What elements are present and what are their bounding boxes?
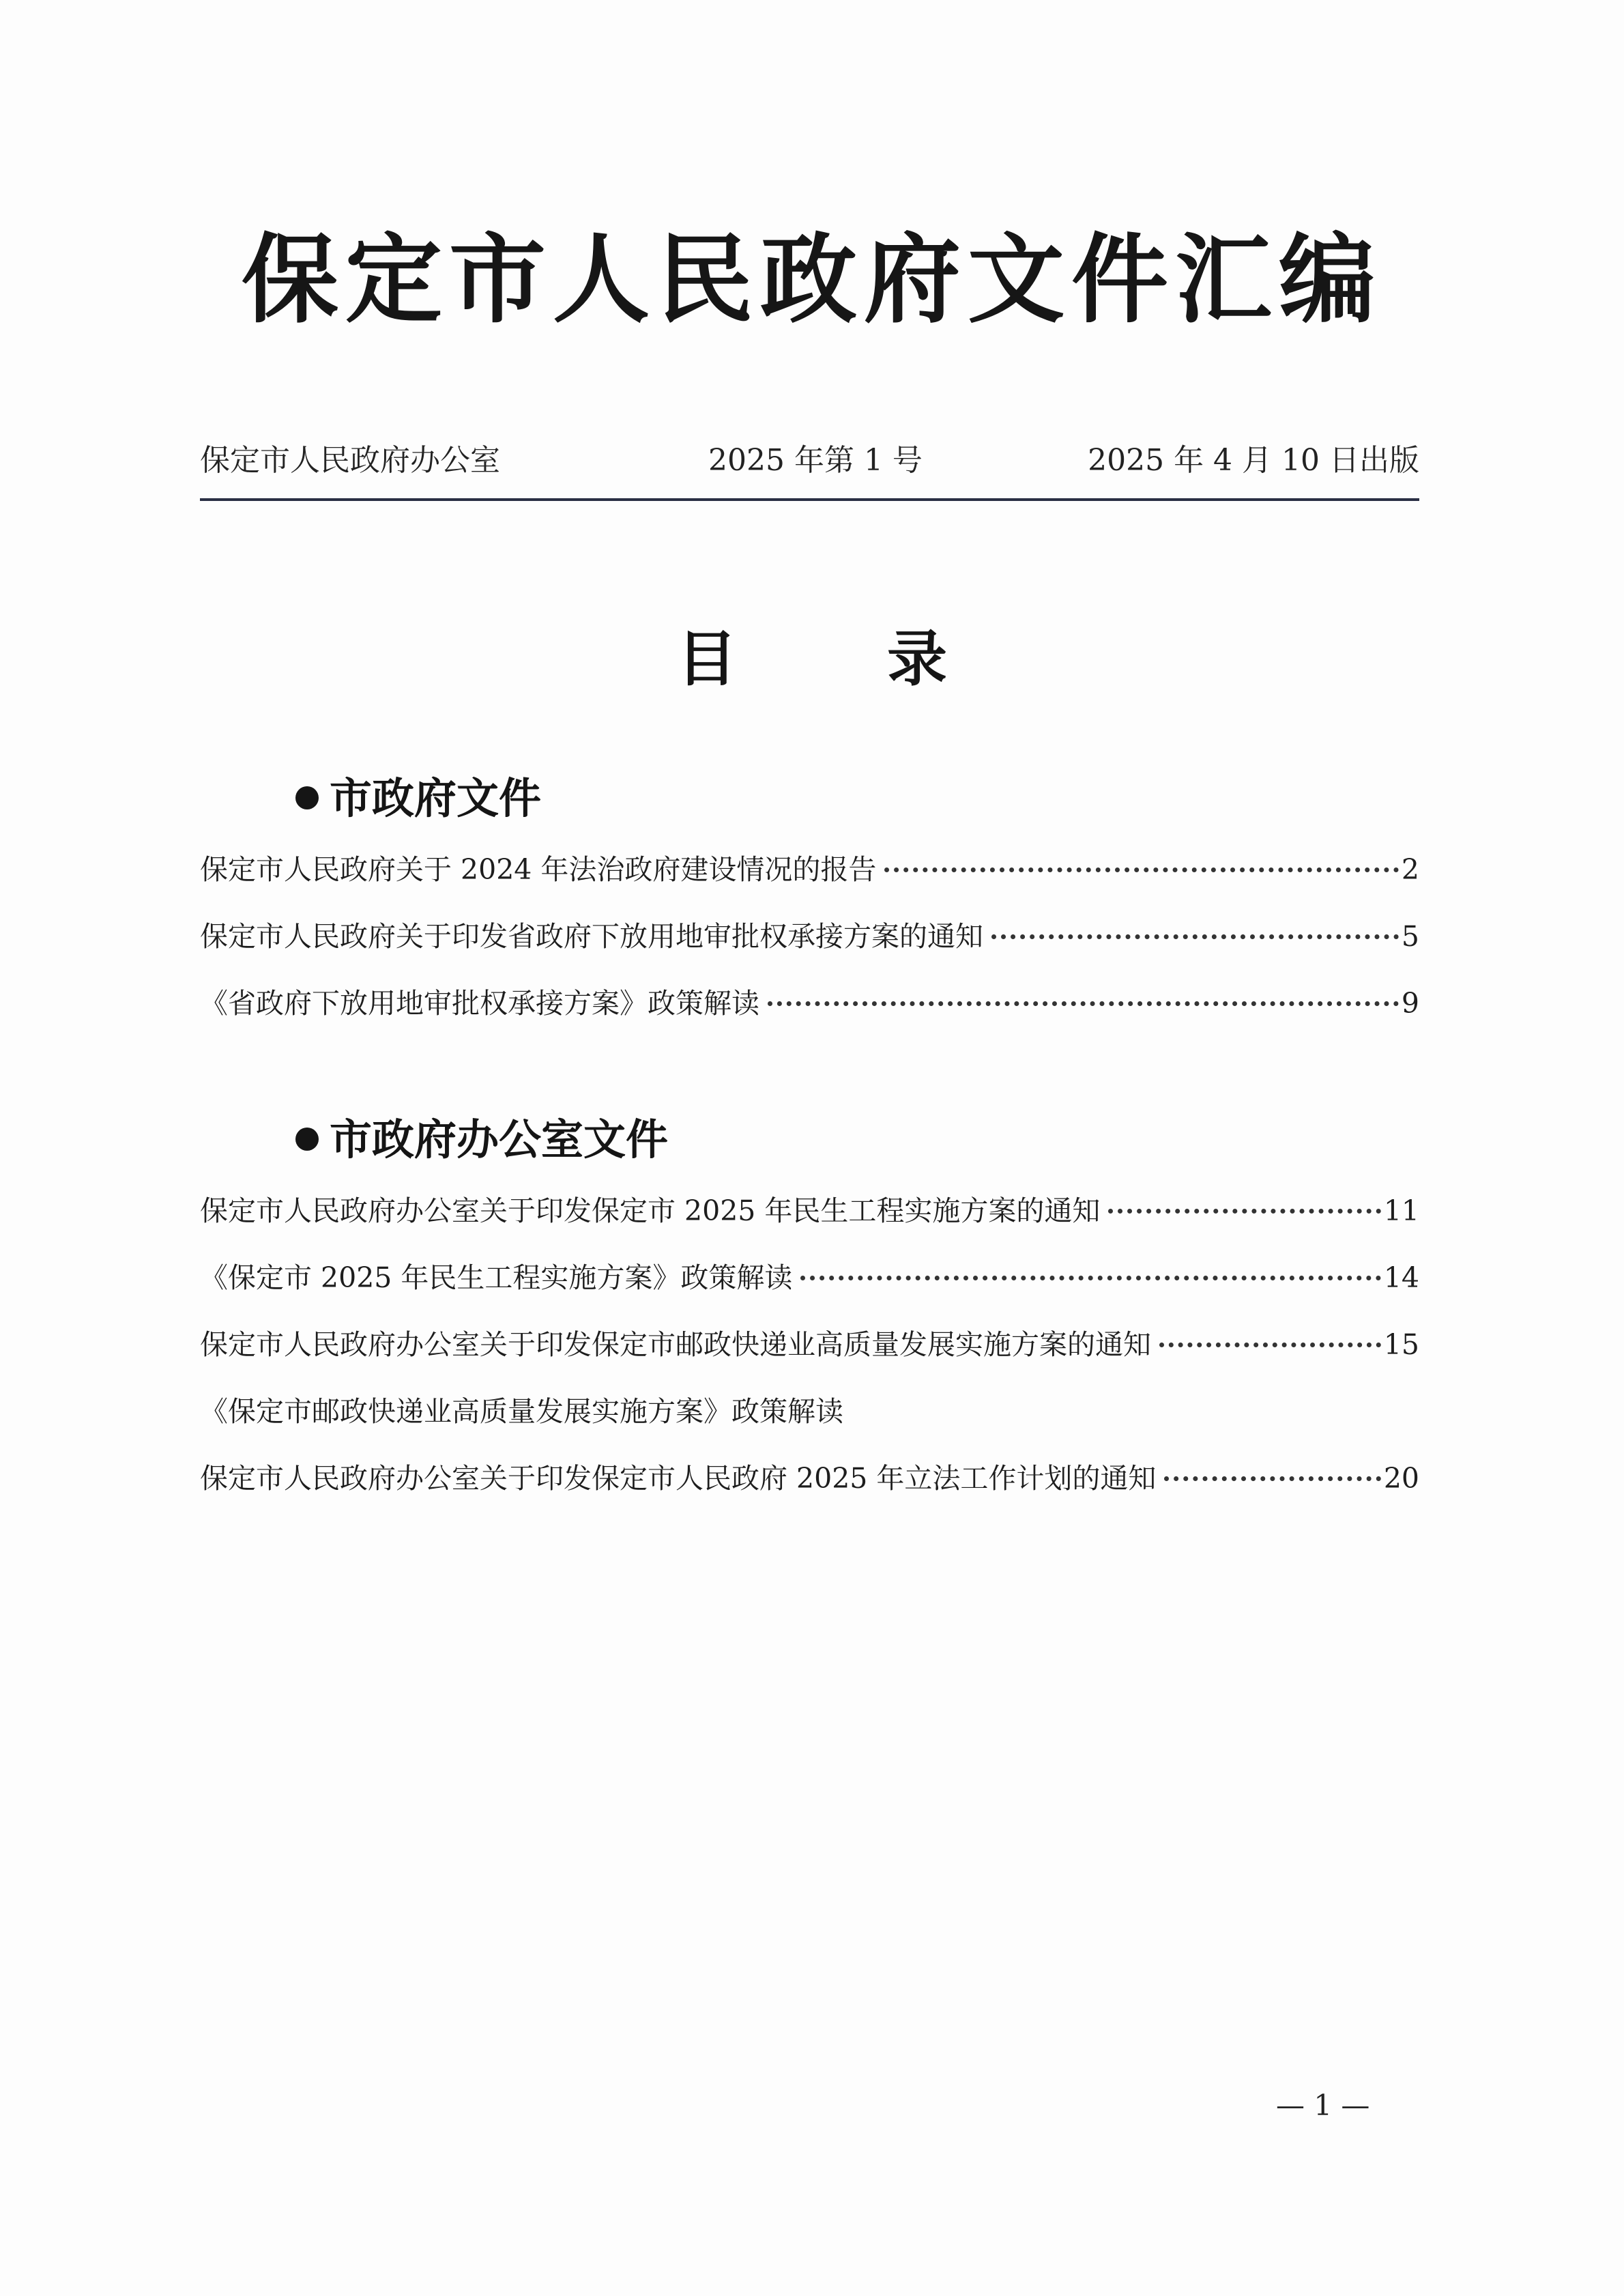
section-city-government-office (200, 1109, 1419, 1512)
toc-entry-page: 15 (1383, 1328, 1419, 1361)
toc-entry[interactable] (200, 903, 1419, 970)
toc-entry-page: 2 (1401, 853, 1419, 886)
toc-heading (0, 621, 1624, 696)
section-heading (295, 768, 1419, 829)
toc-entry-page: 11 (1383, 1194, 1419, 1227)
leader-dots (1164, 1476, 1380, 1481)
bullet-icon (295, 1128, 319, 1151)
toc-entry-page: 5 (1401, 920, 1419, 953)
issuer-label: 保定市人民政府办公室 (200, 443, 500, 478)
masthead-rule (200, 498, 1419, 501)
toc-heading-left: 目 (676, 623, 737, 694)
section-city-government (200, 768, 1419, 1037)
toc-entry[interactable] (200, 1311, 1419, 1378)
toc-entry[interactable] (200, 1244, 1419, 1311)
toc-entry-title: 《省政府下放用地审批权承接方案》政策解读 (200, 987, 759, 1020)
leader-dots (991, 934, 1399, 939)
toc-entry-title: 保定市人民政府关于 2024 年法治政府建设情况的报告 (200, 853, 877, 886)
toc-entry-page: 14 (1383, 1261, 1419, 1294)
toc-heading-right: 录 (887, 623, 948, 694)
leader-dots (1108, 1209, 1380, 1214)
toc-entry-page: 9 (1401, 987, 1419, 1020)
leader-dots (884, 867, 1399, 872)
document-title: 保定市人民政府文件汇编 (242, 223, 1382, 336)
toc-entry-title: 保定市人民政府办公室关于印发保定市 2025 年民生工程实施方案的通知 (200, 1194, 1101, 1227)
toc-entry-title: 《保定市邮政快递业高质量发展实施方案》政策解读 (200, 1395, 843, 1428)
toc-entry-page: 20 (1383, 1462, 1419, 1495)
toc-entry-title: 保定市人民政府办公室关于印发保定市人民政府 2025 年立法工作计划的通知 (200, 1462, 1157, 1495)
toc-entry-title: 保定市人民政府关于印发省政府下放用地审批权承接方案的通知 (200, 920, 983, 953)
section-heading-label: 市政府办公室文件 (330, 1115, 669, 1164)
leader-dots (768, 1001, 1399, 1006)
toc-entry[interactable] (200, 1445, 1419, 1512)
issue-number: 2025 年第 1 号 (708, 443, 923, 478)
toc-entry[interactable] (200, 1378, 1419, 1445)
section-heading (295, 1109, 1419, 1171)
toc-entry-title: 保定市人民政府办公室关于印发保定市邮政快递业高质量发展实施方案的通知 (200, 1328, 1151, 1361)
toc-entry[interactable] (200, 1177, 1419, 1244)
bullet-icon (295, 786, 319, 809)
publish-date: 2025 年 4 月 10 日出版 (1088, 443, 1419, 478)
toc-entry[interactable] (200, 836, 1419, 903)
page-number: — 1 — (1276, 2089, 1370, 2122)
toc-entry-title: 《保定市 2025 年民生工程实施方案》政策解读 (200, 1261, 793, 1294)
leader-dots (1159, 1343, 1381, 1347)
section-heading-label: 市政府文件 (330, 773, 542, 823)
toc-entry[interactable] (200, 970, 1419, 1037)
leader-dots (800, 1276, 1380, 1280)
masthead (200, 437, 1419, 485)
